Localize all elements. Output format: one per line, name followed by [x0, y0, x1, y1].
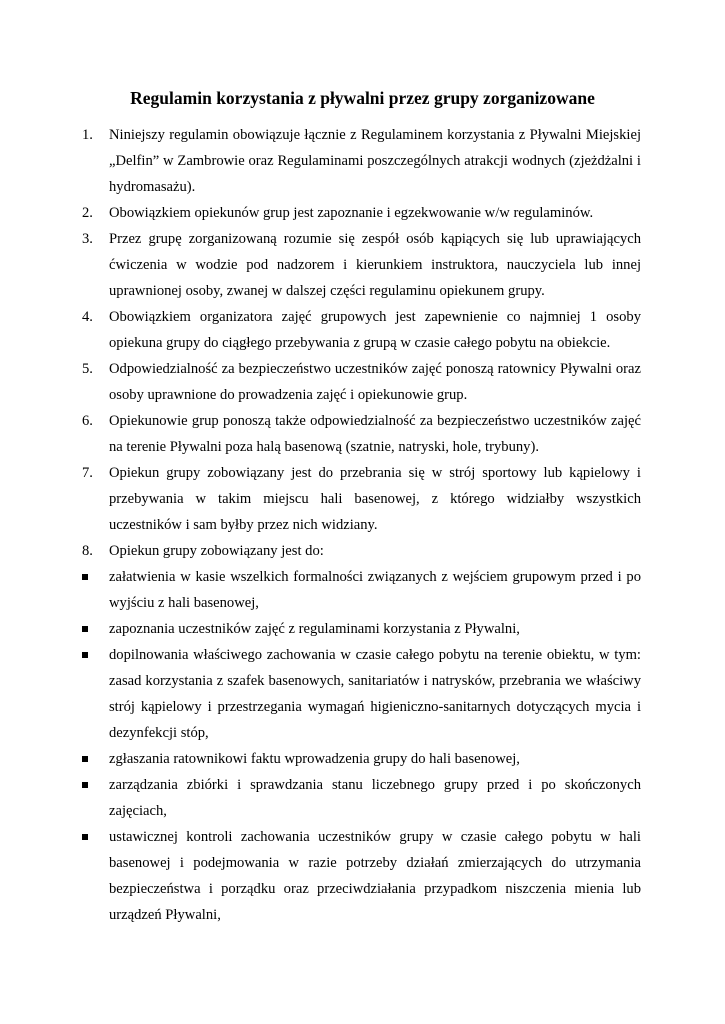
- regulation-list: [82, 122, 641, 928]
- bullet-item-3: [82, 642, 641, 746]
- square-bullet-icon: [82, 834, 88, 840]
- document-title: Regulamin korzystania z pływalni przez grupy zorganizowane: [130, 88, 595, 108]
- item-number: 7.: [82, 465, 93, 481]
- bullet-text: ustawicznej kontroli zachowania uczestników grupy w czasie całego pobytu w hali basenowej i podejmowania w razie potrzeby działań zmierzających do utrzymania bezpieczeństwa i porządku oraz przeciwdziałania przypadkom niszczenia mienia lub urządzeń Pływalni,: [109, 829, 641, 923]
- square-bullet-icon: [82, 756, 88, 762]
- numbered-item-8: [82, 538, 641, 564]
- bullet-item-5: [82, 772, 641, 824]
- numbered-item-5: [82, 356, 641, 408]
- item-text: Przez grupę zorganizowaną rozumie się zespół osób kąpiących się lub uprawiających ćwiczenia w wodzie pod nadzorem i kierunkiem instruktora, nauczyciela lub innej uprawnionej osoby, zwanej w dalszej części regulaminu opiekunem grupy.: [109, 231, 641, 299]
- item-number: 4.: [82, 309, 93, 325]
- item-text: Opiekun grupy zobowiązany jest do przebrania się w strój sportowy lub kąpielowy i przebywania w takim miejscu hali basenowej, z którego widziałby wszystkich uczestników i sam byłby przez nich widziany.: [109, 465, 641, 533]
- item-number: 8.: [82, 543, 93, 559]
- numbered-item-4: [82, 304, 641, 356]
- item-text: Obowiązkiem organizatora zajęć grupowych jest zapewnienie co najmniej 1 osoby opiekuna grupy do ciągłego przebywania z grupą w czasie całego pobytu na obiekcie.: [109, 309, 641, 351]
- numbered-item-1: [82, 122, 641, 200]
- numbered-item-7: [82, 460, 641, 538]
- item-number: 3.: [82, 231, 93, 247]
- numbered-item-6: [82, 408, 641, 460]
- item-number: 6.: [82, 413, 93, 429]
- item-text: Opiekun grupy zobowiązany jest do:: [109, 543, 324, 559]
- bullet-text: zapoznania uczestników zajęć z regulaminami korzystania z Pływalni,: [109, 621, 520, 637]
- item-text: Niniejszy regulamin obowiązuje łącznie z Regulaminem korzystania z Pływalni Miejskiej „Delfin” w Zambrowie oraz Regulaminami poszczególnych atrakcji wodnych (zjeżdżalni i hydromasażu).: [109, 127, 641, 195]
- bullet-text: załatwienia w kasie wszelkich formalności związanych z wejściem grupowym przed i po wyjściu z hali basenowej,: [109, 569, 641, 611]
- numbered-item-3: [82, 226, 641, 304]
- numbered-item-2: [82, 200, 641, 226]
- bullet-text: zarządzania zbiórki i sprawdzania stanu liczebnego grupy przed i po skończonych zajęciach,: [109, 777, 641, 819]
- item-number: 5.: [82, 361, 93, 377]
- square-bullet-icon: [82, 652, 88, 658]
- bullet-item-2: [82, 616, 641, 642]
- square-bullet-icon: [82, 782, 88, 788]
- bullet-text: dopilnowania właściwego zachowania w czasie całego pobytu na terenie obiektu, w tym: zasad korzystania z szafek basenowych, sanitariatów i natrysków, przebrania we właściwy strój kąpielowy i przestrzegania wymagań higieniczno-sanitarnych dotyczących mycia i dezynfekcji stóp,: [109, 647, 641, 741]
- item-text: Obowiązkiem opiekunów grup jest zapoznanie i egzekwowanie w/w regulaminów.: [109, 205, 594, 221]
- square-bullet-icon: [82, 574, 88, 580]
- bullet-text: zgłaszania ratownikowi faktu wprowadzenia grupy do hali basenowej,: [109, 751, 520, 767]
- item-number: 1.: [82, 127, 93, 143]
- item-number: 2.: [82, 205, 93, 221]
- item-text: Opiekunowie grup ponoszą także odpowiedzialność za bezpieczeństwo uczestników zajęć na terenie Pływalni poza halą basenową (szatnie, natryski, hole, trybuny).: [109, 413, 641, 455]
- bullet-item-1: [82, 564, 641, 616]
- bullet-item-4: [82, 746, 641, 772]
- bullet-item-6: [82, 824, 641, 928]
- item-text: Odpowiedzialność za bezpieczeństwo uczestników zajęć ponoszą ratownicy Pływalni oraz osoby uprawnione do prowadzenia zajęć i opiekunowie grup.: [109, 361, 641, 403]
- square-bullet-icon: [82, 626, 88, 632]
